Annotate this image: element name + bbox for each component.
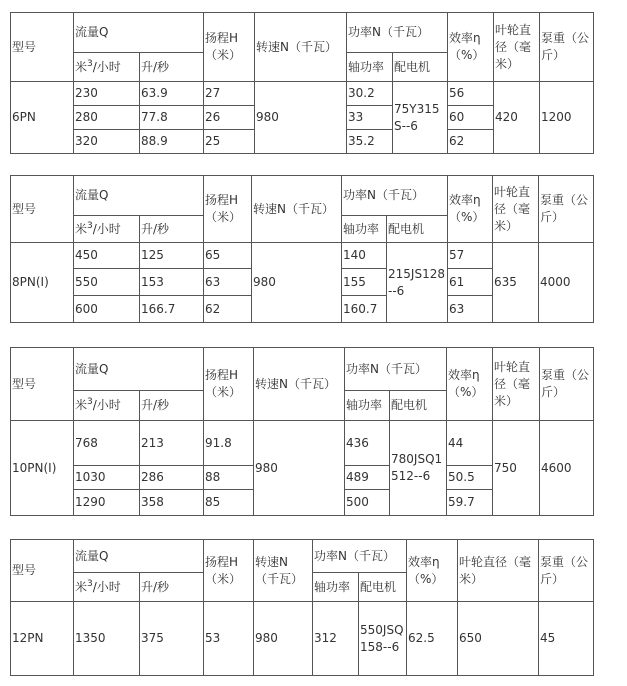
- header-flow-ls: 升/秒: [140, 53, 204, 82]
- header-efficiency: 效率η（%）: [447, 348, 493, 421]
- header-model: 型号: [11, 13, 74, 82]
- pump-spec-table-8pn-i: [10, 175, 594, 323]
- table-row: [11, 421, 594, 466]
- header-speed: 转速N（千瓦）: [254, 540, 313, 602]
- cell-motor: [387, 243, 448, 323]
- motor-label: 550JSQ158--6: [360, 622, 404, 654]
- header-head: 扬程H（米）: [204, 13, 255, 82]
- cell-impeller-diameter: 635: [493, 243, 539, 323]
- cell-efficiency: 61: [448, 269, 493, 296]
- header-power: 功率N（千瓦）: [342, 176, 448, 216]
- header-impeller-diameter: 叶轮直径（毫米）: [458, 540, 539, 602]
- cell-head: 25: [204, 130, 255, 154]
- cell-speed: 980: [255, 82, 347, 154]
- header-flow-m3h: 米$^3$/小时: [74, 391, 140, 421]
- cell-model: 12PN: [11, 602, 74, 676]
- motor-label: 215JS128--6: [388, 266, 445, 298]
- header-head: 扬程H（米）: [204, 176, 252, 243]
- cell-speed: 980: [254, 602, 313, 676]
- cell-pump-weight: 4000: [539, 243, 594, 323]
- header-impeller-diameter: 叶轮直径（毫米）: [493, 176, 539, 243]
- header-flow-ls: 升/秒: [140, 391, 204, 421]
- header-shaft-power: 轴功率: [313, 573, 359, 602]
- header-pump-weight: 泵重（公斤）: [540, 348, 594, 421]
- header-pump-weight: 泵重（公斤）: [540, 13, 594, 82]
- header-head: 扬程H（米）: [204, 540, 254, 602]
- header-speed: 转速N（千瓦）: [254, 348, 345, 421]
- cell-head: 27: [204, 82, 255, 106]
- cell-head: 26: [204, 106, 255, 130]
- cell-flow-m3h: 1030: [74, 466, 140, 490]
- cell-speed: 980: [252, 243, 342, 323]
- header-model: 型号: [11, 348, 74, 421]
- cell-speed: 980: [254, 421, 345, 516]
- cell-motor: [393, 82, 448, 154]
- cell-flow-ls: 166.7: [140, 296, 204, 323]
- header-impeller-diameter: 叶轮直径（毫米）: [493, 348, 540, 421]
- cell-efficiency: 62.5: [407, 602, 458, 676]
- cell-flow-m3h: 768: [74, 421, 140, 466]
- cell-flow-m3h: 450: [74, 243, 140, 269]
- cell-shaft-power: 312: [313, 602, 359, 676]
- header-efficiency: 效率η（%）: [448, 176, 493, 243]
- header-motor: 配电机: [393, 53, 448, 82]
- cell-shaft-power: 33: [347, 106, 393, 130]
- header-motor: 配电机: [390, 391, 447, 421]
- header-shaft-power: 轴功率: [347, 53, 393, 82]
- cell-flow-ls: 125: [140, 243, 204, 269]
- cell-pump-weight: 45: [539, 602, 594, 676]
- header-head: 扬程H（米）: [204, 348, 254, 421]
- cell-shaft-power: 489: [345, 466, 390, 490]
- header-power: 功率N（千瓦）: [347, 13, 448, 53]
- cell-shaft-power: 35.2: [347, 130, 393, 154]
- cell-efficiency: 50.5: [447, 466, 493, 490]
- header-pump-weight: 泵重（公斤）: [539, 176, 594, 243]
- cell-head: 88: [204, 466, 254, 490]
- cell-efficiency: 62: [448, 130, 494, 154]
- header-power: 功率N（千瓦）: [345, 348, 447, 391]
- cell-efficiency: 44: [447, 421, 493, 466]
- cell-shaft-power: 30.2: [347, 82, 393, 106]
- header-flow: 流量Q: [74, 176, 204, 216]
- header-speed: 转速N（千瓦）: [255, 13, 347, 82]
- cell-head: 53: [204, 602, 254, 676]
- cell-flow-ls: 286: [140, 466, 204, 490]
- cell-flow-ls: 213: [140, 421, 204, 466]
- cell-flow-m3h: 1350: [74, 602, 140, 676]
- cell-shaft-power: 140: [342, 243, 387, 269]
- cell-flow-m3h: 230: [74, 82, 140, 106]
- cell-impeller-diameter: 420: [494, 82, 540, 154]
- cell-head: 65: [204, 243, 252, 269]
- table-row: [11, 82, 594, 106]
- cell-efficiency: 59.7: [447, 490, 493, 516]
- header-speed: 转速N（千瓦）: [252, 176, 342, 243]
- cell-flow-ls: 88.9: [140, 130, 204, 154]
- table-row: [11, 243, 594, 269]
- header-flow-m3h: 米$^3$/小时: [74, 216, 140, 243]
- pump-spec-table-10pn-i: [10, 347, 594, 516]
- cell-flow-ls: 358: [140, 490, 204, 516]
- header-pump-weight: 泵重（公斤）: [539, 540, 594, 602]
- cell-head: 85: [204, 490, 254, 516]
- header-impeller-diameter: 叶轮直径（毫米）: [494, 13, 540, 82]
- cell-flow-m3h: 550: [74, 269, 140, 296]
- cell-efficiency: 63: [448, 296, 493, 323]
- cell-impeller-diameter: 750: [493, 421, 540, 516]
- header-flow: 流量Q: [74, 13, 204, 53]
- cell-impeller-diameter: 650: [458, 602, 539, 676]
- header-flow-ls: 升/秒: [140, 573, 204, 602]
- cell-motor: [390, 421, 447, 516]
- pump-spec-table-12pn: [10, 539, 594, 676]
- cell-flow-ls: 77.8: [140, 106, 204, 130]
- header-model: 型号: [11, 176, 74, 243]
- header-power: 功率N（千瓦）: [313, 540, 407, 573]
- header-model: 型号: [11, 540, 74, 602]
- header-motor: 配电机: [387, 216, 448, 243]
- header-flow-m3h: 米$^3$/小时: [74, 573, 140, 602]
- cell-shaft-power: 500: [345, 490, 390, 516]
- header-flow: 流量Q: [74, 540, 204, 573]
- cell-flow-m3h: 320: [74, 130, 140, 154]
- cell-flow-ls: 153: [140, 269, 204, 296]
- cell-head: 91.8: [204, 421, 254, 466]
- cell-shaft-power: 160.7: [342, 296, 387, 323]
- header-efficiency: 效率η（%）: [448, 13, 494, 82]
- header-shaft-power: 轴功率: [345, 391, 390, 421]
- header-flow: 流量Q: [74, 348, 204, 391]
- pump-spec-table-6pn: [10, 12, 594, 154]
- cell-head: 63: [204, 269, 252, 296]
- cell-model: 10PN(I): [11, 421, 74, 516]
- header-motor: 配电机: [359, 573, 407, 602]
- cell-efficiency: 60: [448, 106, 494, 130]
- cell-model: 6PN: [11, 82, 74, 154]
- cell-head: 62: [204, 296, 252, 323]
- cell-efficiency: 57: [448, 243, 493, 269]
- cell-flow-ls: 375: [140, 602, 204, 676]
- cell-pump-weight: 4600: [540, 421, 594, 516]
- cell-pump-weight: 1200: [540, 82, 594, 154]
- table-row: [11, 602, 594, 676]
- header-shaft-power: 轴功率: [342, 216, 387, 243]
- cell-efficiency: 56: [448, 82, 494, 106]
- cell-flow-m3h: 280: [74, 106, 140, 130]
- header-flow-ls: 升/秒: [140, 216, 204, 243]
- cell-shaft-power: 155: [342, 269, 387, 296]
- cell-shaft-power: 436: [345, 421, 390, 466]
- cell-flow-m3h: 600: [74, 296, 140, 323]
- cell-motor: [359, 602, 407, 676]
- header-flow-m3h: 米$^3$/小时: [74, 53, 140, 82]
- motor-label: 75Y315S--6: [394, 101, 440, 133]
- cell-flow-ls: 63.9: [140, 82, 204, 106]
- cell-flow-m3h: 1290: [74, 490, 140, 516]
- motor-label: 780JSQ1512--6: [391, 452, 443, 483]
- cell-model: 8PN(I): [11, 243, 74, 323]
- header-efficiency: 效率η（%）: [407, 540, 458, 602]
